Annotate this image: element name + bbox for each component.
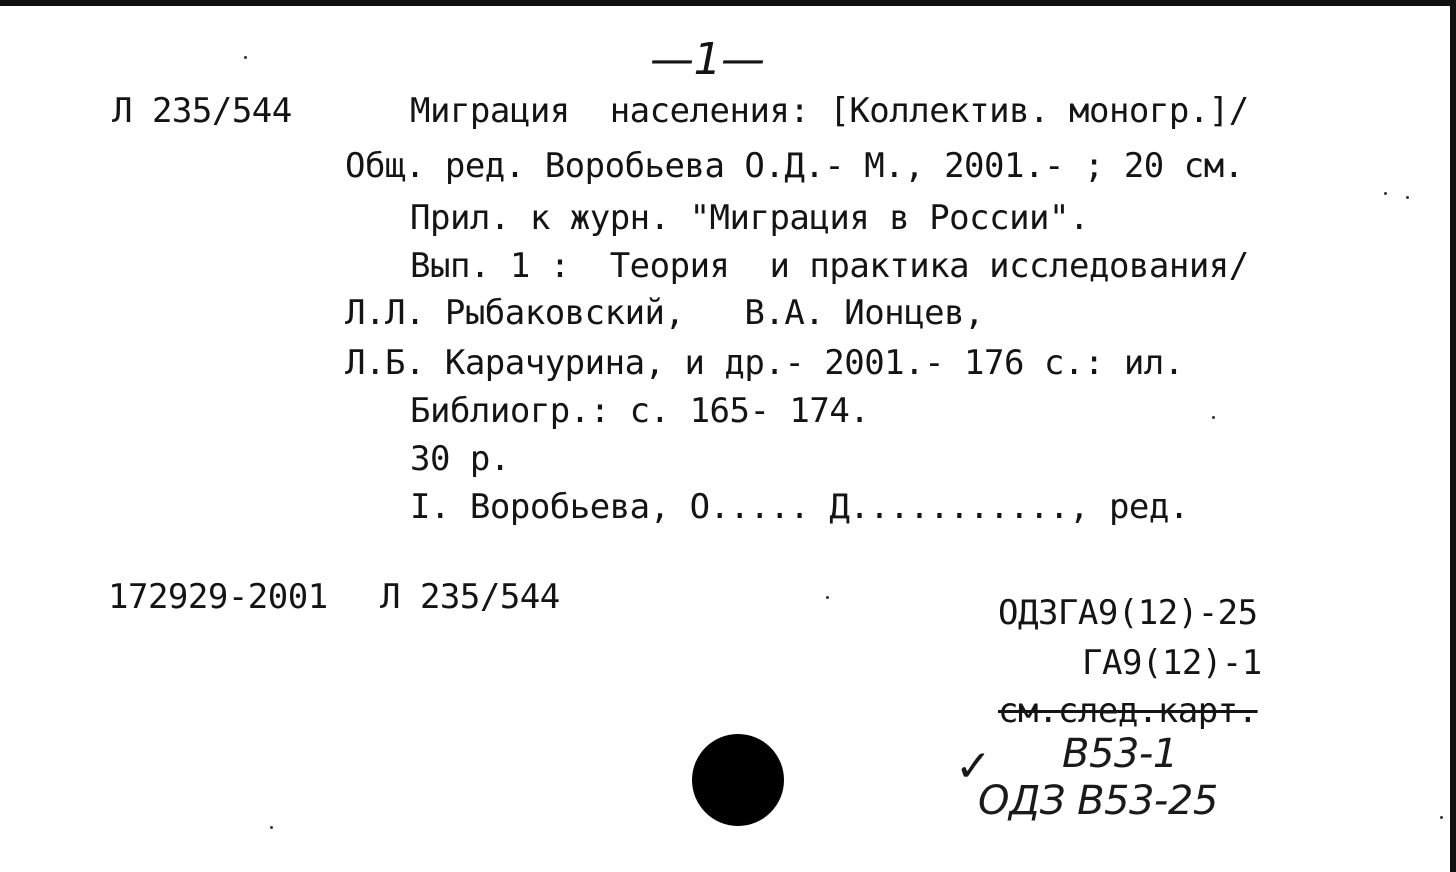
page-number: —1—	[650, 34, 765, 85]
scan-dot	[1440, 816, 1443, 819]
scan-dot	[244, 56, 247, 59]
description-line-7: Библиогр.: с. 165- 174.	[410, 391, 870, 431]
description-line-5: Л.Л. Рыбаковский, В.А. Ионцев,	[345, 293, 985, 333]
scan-dot	[826, 596, 829, 599]
struck-note: см.след.карт.	[998, 691, 1258, 731]
scan-dot	[1384, 192, 1387, 195]
inventory-number: 172929-2001	[108, 577, 328, 617]
description-line-8: 30 р.	[410, 439, 510, 479]
handwritten-code-1: В53-1	[1062, 731, 1178, 777]
description-line-3: Прил. к журн. "Миграция в России".	[410, 198, 1089, 238]
class-code-1: ОДЗГА9(12)-25	[998, 593, 1258, 633]
description-line-9: I. Воробьева, О..... Д..........., ред.	[410, 487, 1189, 527]
call-number: Л 235/544	[112, 91, 292, 131]
scan-dot	[1406, 196, 1409, 199]
description-line-4: Вып. 1 : Теория и практика исследования/	[410, 246, 1249, 286]
scan-dot	[270, 826, 273, 829]
call-number-bottom: Л 235/544	[380, 577, 560, 617]
check-mark-icon: ✓	[955, 741, 992, 792]
description-line-1: Миграция населения: [Коллектив. моногр.]/	[410, 91, 1249, 131]
class-code-2: ГА9(12)-1	[1082, 643, 1262, 683]
punch-hole	[692, 734, 784, 826]
scan-dot	[1212, 416, 1215, 419]
handwritten-code-2: ОДЗ В53-25	[978, 778, 1218, 824]
description-line-6: Л.Б. Карачурина, и др.- 2001.- 176 с.: ил.	[345, 343, 1184, 383]
description-line-2: Общ. ред. Воробьева О.Д.- М., 2001.- ; 20 см.	[345, 146, 1244, 186]
